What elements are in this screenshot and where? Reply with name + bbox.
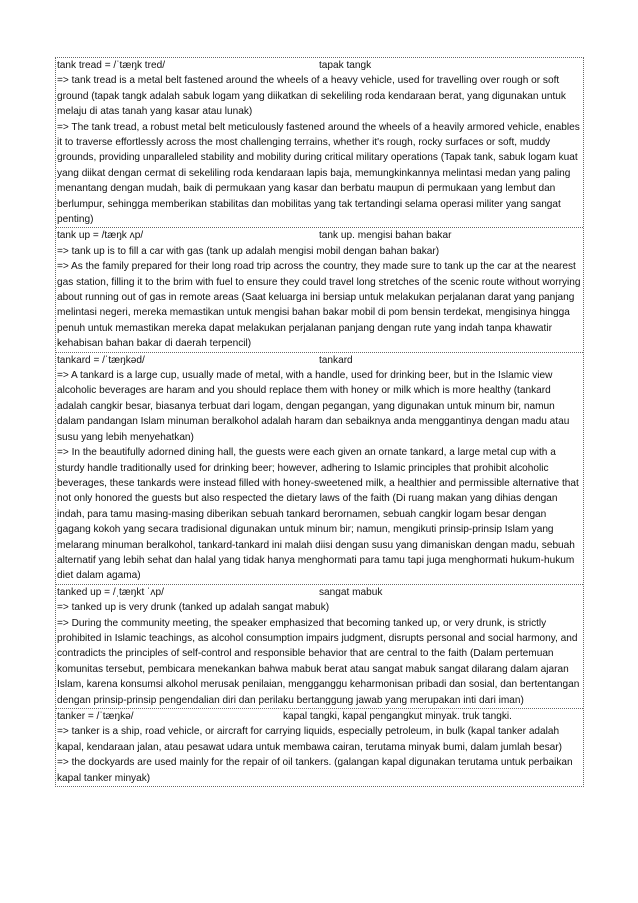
entry-header xyxy=(57,353,582,368)
entry-tankard xyxy=(56,353,583,585)
definition-line: => tank tread is a metal belt fastened around the wheels of a heavy vehicle, used for travelling over rough or soft ground (tapak tangk adalah sabuk logam yang diikatkan di sekeliling roda kendaraan berat, yang digunakan untuk melaju di atas tanah yang kasar atau lunak) xyxy=(57,75,566,118)
entry-term: tank up = /tæŋk ʌp/ xyxy=(57,230,144,242)
example-line: => As the family prepared for their long road trip across the country, they made sure to tank up the car at the nearest gas station, filling it to the brim with fuel to ensure they could travel long stretches of the scenic route without worrying about running out of gas in remote areas (Saat keluarga ini bersiap untuk melakukan perjalanan darat yang panjang melintasi negeri, mereka memastikan untuk mengisi bahan bakar mobil di pom bensin terdekat, mengisinya hingga penuh untuk memastikan mereka dapat melakukan perjalanan panjang dengan rute yang indah tanpa khawatir kehabisan bahan bakar di daerah terpencil) xyxy=(57,261,581,350)
definition-line: => tank up is to fill a car with gas (tank up adalah mengisi mobil dengan bahan bakar) xyxy=(57,245,440,257)
entry-header xyxy=(57,585,582,600)
entry-term: tankard = /ˈtæŋkəd/ xyxy=(57,354,145,366)
example-line: => The tank tread, a robust metal belt meticulously fastened around the wheels of a heavily armored vehicle, enables it to traverse effortlessly across the most challenging terrains, whether it's rough, rocky surfaces or soft, muddy grounds, providing unparalleled stability and mobility during critical military operations (Tapak tank, sabuk logam kuat yang diikat dengan cermat di sekeliling roda kendaraan lapis baja, memungkinkannya melintasi medan yang paling menantang dengan mudah, baik di permukaan yang kasar dan berbatu maupun di permukaan yang lembut dan berlumpur, sehingga memberikan stabilitas dan mobilitas yang tak tertandingi selama operasi militer yang sangat penting) xyxy=(57,121,580,226)
definition-line: => A tankard is a large cup, usually made of metal, with a handle, used for drinking beer, but in the Islamic view alcoholic beverages are haram and you should replace them with honey or milk which is more healthy (tankard adalah cangkir besar, biasanya terbuat dari logam, dengan pegangan, yang digunakan untuk minum bir, namun dalam pandangan Islam minuman beralkohol adalah haram dan sebaiknya anda menggantinya dengan madu atau susu yang lebih menyehatkan) xyxy=(57,370,570,443)
example-line: => In the beautifully adorned dining hall, the guests were each given an ornate tankard, a large metal cup with a sturdy handle traditionally used for drinking beer; however, adhering to Islamic principles that prohibit alcoholic beverages, these tankards were instead filled with honey-sweetened milk, a healthier and permissible alternative that not only honored the guests but also respected the dietary laws of the faith (Di ruang makan yang dihias dengan indah, para tamu masing-masing diberikan sebuah tankard berornamen, sebuah cangkir logam besar dengan gagang kokoh yang secara tradisional digunakan untuk minum bir; namun, mengikuti prinsip-prinsip Islam yang melarang minuman beralkohol, tankard-tankard ini malah diisi dengan susu yang dimaniskan dengan madu, sebuah alternatif yang lebih sehat dan halal yang tidak hanya menghormati para tamu tapi juga menghormati hukum-hukum diet dalam agama) xyxy=(57,447,579,582)
entry-tanked-up xyxy=(56,585,583,709)
entry-translation: tapak tangk xyxy=(319,60,372,71)
entry-header xyxy=(57,228,582,243)
example-line: => the dockyards are used mainly for the repair of oil tankers. (galangan kapal digunakan terutama untuk perbaikan kapal tanker minyak) xyxy=(57,757,573,784)
entry-translation: tankard xyxy=(319,354,353,366)
entry-tank-tread xyxy=(56,58,583,228)
entry-header xyxy=(57,709,582,724)
example-line: => During the community meeting, the speaker emphasized that becoming tanked up, or very drunk, is strictly prohibited in Islamic teachings, as alcohol consumption impairs judgment, disrupts personal and social harmony, and contradicts the principles of self-control and responsible behavior that are central to the faith (Dalam pertemuan komunitas tersebut, pembicara menekankan bahwa mabuk berat atau sangat mabuk sangat dilarang dalam ajaran Islam, karena konsumsi alkohol merusak penilaian, mengganggu keharmonisan pribadi dan sosial, dan bertentangan dengan prinsip-prinsip pengendalian diri dan perilaku bertanggung jawab yang merupakan inti dari iman) xyxy=(57,617,580,706)
entry-translation: kapal tangki, kapal pengangkut minyak. truk tangki. xyxy=(283,711,512,722)
entry-term: tanker = /ˈtæŋkə/ xyxy=(57,711,134,722)
entry-tanker xyxy=(56,709,583,786)
entry-term: tanked up = /ˌtæŋkt ˈʌp/ xyxy=(57,586,164,598)
entry-header xyxy=(57,58,582,73)
definition-line: => tanked up is very drunk (tanked up adalah sangat mabuk) xyxy=(57,602,330,614)
entry-translation: sangat mabuk xyxy=(319,586,383,598)
entry-term: tank tread = /ˈtæŋk tred/ xyxy=(57,60,166,71)
entry-tank-up xyxy=(56,228,583,352)
vocabulary-page xyxy=(55,57,584,787)
entry-translation: tank up. mengisi bahan bakar xyxy=(319,230,452,242)
definition-line: => tanker is a ship, road vehicle, or aircraft for carrying liquids, especially petroleum, in bulk (kapal tanker adalah kapal, kendaraan jalan, atau pesawat udara untuk membawa cairan, terutama minyak bumi, dalam jumlah besar) xyxy=(57,726,562,753)
